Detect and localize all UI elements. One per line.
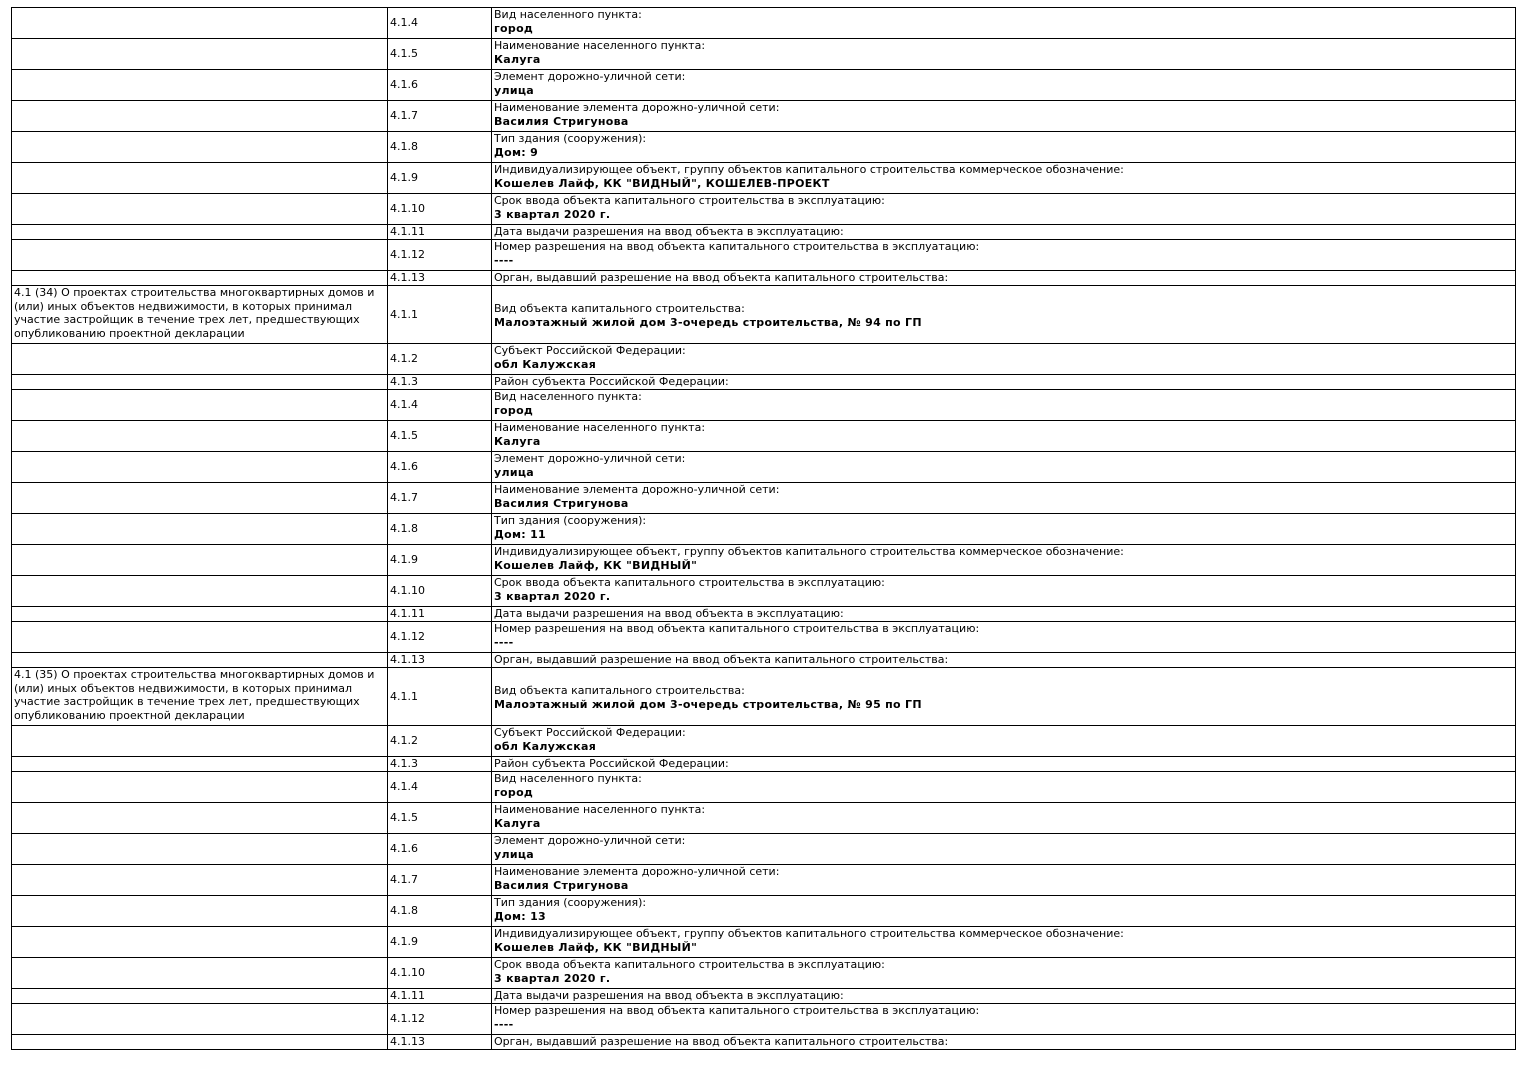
item-number: 4.1.8 [388,896,492,927]
item-number: 4.1.8 [388,514,492,545]
item-number: 4.1.1 [388,668,492,726]
section-cell [12,132,388,163]
field-label: Наименование населенного пункта: [494,803,706,816]
field-cell [492,390,1516,421]
table-row [12,927,1516,958]
field-cell [492,576,1516,607]
item-number: 4.1.1 [388,286,492,344]
item-number: 4.1.9 [388,545,492,576]
item-number: 4.1.5 [388,421,492,452]
table-row [12,240,1516,271]
table-row [12,1035,1516,1050]
table-row [12,989,1516,1004]
table-row [12,194,1516,225]
section-cell [12,8,388,39]
table-row [12,70,1516,101]
field-label: Вид населенного пункта: [494,772,642,785]
field-value: улица [494,465,535,479]
field-cell [492,483,1516,514]
field-value: город [494,21,534,35]
field-label: Индивидуализирующее объект, группу объектов капитального строительства коммерческое обозначение: [494,927,1124,940]
field-label: Элемент дорожно-уличной сети: [494,452,686,465]
section-cell [12,225,388,240]
item-number: 4.1.2 [388,344,492,375]
field-cell [492,132,1516,163]
section-cell [12,757,388,772]
table-row [12,545,1516,576]
field-cell [492,757,1516,772]
field-cell [492,772,1516,803]
field-cell [492,39,1516,70]
section-cell [12,390,388,421]
field-cell [492,896,1516,927]
field-label: Номер разрешения на ввод объекта капитального строительства в эксплуатацию: [494,1004,980,1017]
table-row [12,286,1516,344]
section-cell [12,576,388,607]
field-label: Наименование населенного пункта: [494,39,706,52]
table-row [12,344,1516,375]
section-cell [12,607,388,622]
item-number: 4.1.8 [388,132,492,163]
field-label: Наименование элемента дорожно-уличной сети: [494,101,780,114]
field-cell [492,726,1516,757]
field-value: 3 квартал 2020 г. [494,589,611,603]
field-label: Индивидуализирующее объект, группу объектов капитального строительства коммерческое обозначение: [494,545,1124,558]
field-value: Малоэтажный жилой дом 3-очередь строительства, № 94 по ГП [494,315,922,329]
declaration-table-body [12,8,1516,1050]
field-value: 3 квартал 2020 г. [494,971,611,985]
item-number: 4.1.13 [388,271,492,286]
field-label: Срок ввода объекта капитального строительства в эксплуатацию: [494,576,885,589]
field-label: Вид населенного пункта: [494,8,642,21]
item-number: 4.1.9 [388,163,492,194]
table-row [12,834,1516,865]
item-number: 4.1.3 [388,375,492,390]
field-cell [492,375,1516,390]
item-number: 4.1.13 [388,653,492,668]
section-cell [12,514,388,545]
field-label: Индивидуализирующее объект, группу объектов капитального строительства коммерческое обозначение: [494,163,1124,176]
field-label: Наименование элемента дорожно-уличной сети: [494,483,780,496]
field-cell [492,8,1516,39]
field-value: Калуга [494,52,541,66]
section-cell [12,483,388,514]
field-label: Элемент дорожно-уличной сети: [494,70,686,83]
section-cell [12,896,388,927]
table-row [12,8,1516,39]
table-row [12,452,1516,483]
table-row [12,668,1516,726]
table-row [12,653,1516,668]
section-cell [12,726,388,757]
field-cell [492,653,1516,668]
field-cell [492,452,1516,483]
table-row [12,896,1516,927]
item-number: 4.1.10 [388,194,492,225]
field-value: Василия Стригунова [494,114,629,128]
item-number: 4.1.6 [388,452,492,483]
table-row [12,271,1516,286]
field-value: улица [494,847,535,861]
field-cell [492,834,1516,865]
field-value: Дом: 13 [494,909,546,923]
table-row [12,958,1516,989]
item-number: 4.1.11 [388,607,492,622]
table-row [12,622,1516,653]
field-cell [492,240,1516,271]
table-row [12,421,1516,452]
field-value: Калуга [494,816,541,830]
table-row [12,1004,1516,1035]
section-cell [12,653,388,668]
field-cell [492,958,1516,989]
field-value: ---- [494,253,514,267]
field-label: Наименование элемента дорожно-уличной сети: [494,865,780,878]
section-cell [12,70,388,101]
item-number: 4.1.6 [388,70,492,101]
field-cell [492,989,1516,1004]
field-value: Калуга [494,434,541,448]
item-number: 4.1.5 [388,803,492,834]
table-row [12,607,1516,622]
field-value: Дом: 11 [494,527,546,541]
field-label: Тип здания (сооружения): [494,896,647,909]
section-heading: 4.1 (35) О проектах строительства многоквартирных домов и (или) иных объектов недвижимости, в которых принимал участие застройщик в течение трех лет, предшествующих опубликованию проектной декларации [12,668,388,726]
field-label: Вид объекта капитального строительства: [494,684,745,697]
section-cell [12,163,388,194]
field-label: Вид населенного пункта: [494,390,642,403]
item-number: 4.1.3 [388,757,492,772]
section-cell [12,927,388,958]
field-value: город [494,785,534,799]
section-cell [12,194,388,225]
section-cell [12,772,388,803]
field-cell [492,622,1516,653]
section-cell [12,344,388,375]
field-cell [492,514,1516,545]
field-label: Район субъекта Российской Федерации: [494,757,729,770]
table-row [12,757,1516,772]
section-heading: 4.1 (34) О проектах строительства многоквартирных домов и (или) иных объектов недвижимости, в которых принимал участие застройщик в течение трех лет, предшествующих опубликованию проектной декларации [12,286,388,344]
section-cell [12,240,388,271]
item-number: 4.1.6 [388,834,492,865]
section-cell [12,834,388,865]
section-cell [12,421,388,452]
field-label: Дата выдачи разрешения на ввод объекта в эксплуатацию: [494,607,844,620]
field-value: Кошелев Лайф, КК "ВИДНЫЙ", КОШЕЛЕВ-ПРОЕКТ [494,176,830,190]
field-cell [492,927,1516,958]
field-value: Кошелев Лайф, КК "ВИДНЫЙ" [494,940,698,954]
field-label: Субъект Российской Федерации: [494,344,686,357]
field-label: Наименование населенного пункта: [494,421,706,434]
field-label: Номер разрешения на ввод объекта капитального строительства в эксплуатацию: [494,240,980,253]
field-cell [492,101,1516,132]
field-value: Кошелев Лайф, КК "ВИДНЫЙ" [494,558,698,572]
table-row [12,803,1516,834]
field-value: Василия Стригунова [494,496,629,510]
field-label: Субъект Российской Федерации: [494,726,686,739]
table-row [12,390,1516,421]
table-row [12,225,1516,240]
field-label: Дата выдачи разрешения на ввод объекта в эксплуатацию: [494,989,844,1002]
table-row [12,865,1516,896]
field-cell [492,286,1516,344]
item-number: 4.1.4 [388,390,492,421]
section-cell [12,803,388,834]
field-value: Малоэтажный жилой дом 3-очередь строительства, № 95 по ГП [494,697,922,711]
field-value: обл Калужская [494,739,597,753]
field-value: ---- [494,635,514,649]
table-row [12,576,1516,607]
field-label: Элемент дорожно-уличной сети: [494,834,686,847]
field-label: Тип здания (сооружения): [494,514,647,527]
section-cell [12,1004,388,1035]
field-value: ---- [494,1017,514,1031]
table-row [12,375,1516,390]
field-cell [492,1035,1516,1050]
table-row [12,726,1516,757]
table-row [12,39,1516,70]
section-cell [12,375,388,390]
section-cell [12,989,388,1004]
section-cell [12,545,388,576]
field-label: Дата выдачи разрешения на ввод объекта в эксплуатацию: [494,225,844,238]
field-cell [492,545,1516,576]
item-number: 4.1.12 [388,622,492,653]
field-value: город [494,403,534,417]
item-number: 4.1.9 [388,927,492,958]
item-number: 4.1.12 [388,1004,492,1035]
table-row [12,132,1516,163]
item-number: 4.1.10 [388,958,492,989]
table-row [12,514,1516,545]
field-cell [492,421,1516,452]
field-label: Номер разрешения на ввод объекта капитального строительства в эксплуатацию: [494,622,980,635]
field-label: Орган, выдавший разрешение на ввод объекта капитального строительства: [494,653,949,666]
field-cell [492,163,1516,194]
field-cell [492,865,1516,896]
section-cell [12,101,388,132]
item-number: 4.1.4 [388,8,492,39]
field-cell [492,70,1516,101]
item-number: 4.1.13 [388,1035,492,1050]
item-number: 4.1.2 [388,726,492,757]
field-cell [492,1004,1516,1035]
field-value: Василия Стригунова [494,878,629,892]
field-label: Район субъекта Российской Федерации: [494,375,729,388]
table-row [12,483,1516,514]
item-number: 4.1.7 [388,865,492,896]
section-cell [12,1035,388,1050]
field-label: Тип здания (сооружения): [494,132,647,145]
field-cell [492,803,1516,834]
item-number: 4.1.7 [388,101,492,132]
table-row [12,772,1516,803]
table-row [12,101,1516,132]
field-value: улица [494,83,535,97]
field-value: Дом: 9 [494,145,539,159]
field-cell [492,271,1516,286]
item-number: 4.1.10 [388,576,492,607]
field-cell [492,607,1516,622]
section-cell [12,39,388,70]
item-number: 4.1.5 [388,39,492,70]
item-number: 4.1.11 [388,225,492,240]
field-label: Вид объекта капитального строительства: [494,302,745,315]
field-label: Срок ввода объекта капитального строительства в эксплуатацию: [494,958,885,971]
field-cell [492,194,1516,225]
item-number: 4.1.12 [388,240,492,271]
field-label: Орган, выдавший разрешение на ввод объекта капитального строительства: [494,271,949,284]
section-cell [12,958,388,989]
section-cell [12,271,388,286]
declaration-table [11,7,1516,1050]
table-row [12,163,1516,194]
item-number: 4.1.7 [388,483,492,514]
field-cell [492,668,1516,726]
item-number: 4.1.4 [388,772,492,803]
field-cell [492,344,1516,375]
item-number: 4.1.11 [388,989,492,1004]
section-cell [12,452,388,483]
field-value: 3 квартал 2020 г. [494,207,611,221]
section-cell [12,622,388,653]
field-label: Орган, выдавший разрешение на ввод объекта капитального строительства: [494,1035,949,1048]
field-cell [492,225,1516,240]
field-value: обл Калужская [494,357,597,371]
section-cell [12,865,388,896]
field-label: Срок ввода объекта капитального строительства в эксплуатацию: [494,194,885,207]
